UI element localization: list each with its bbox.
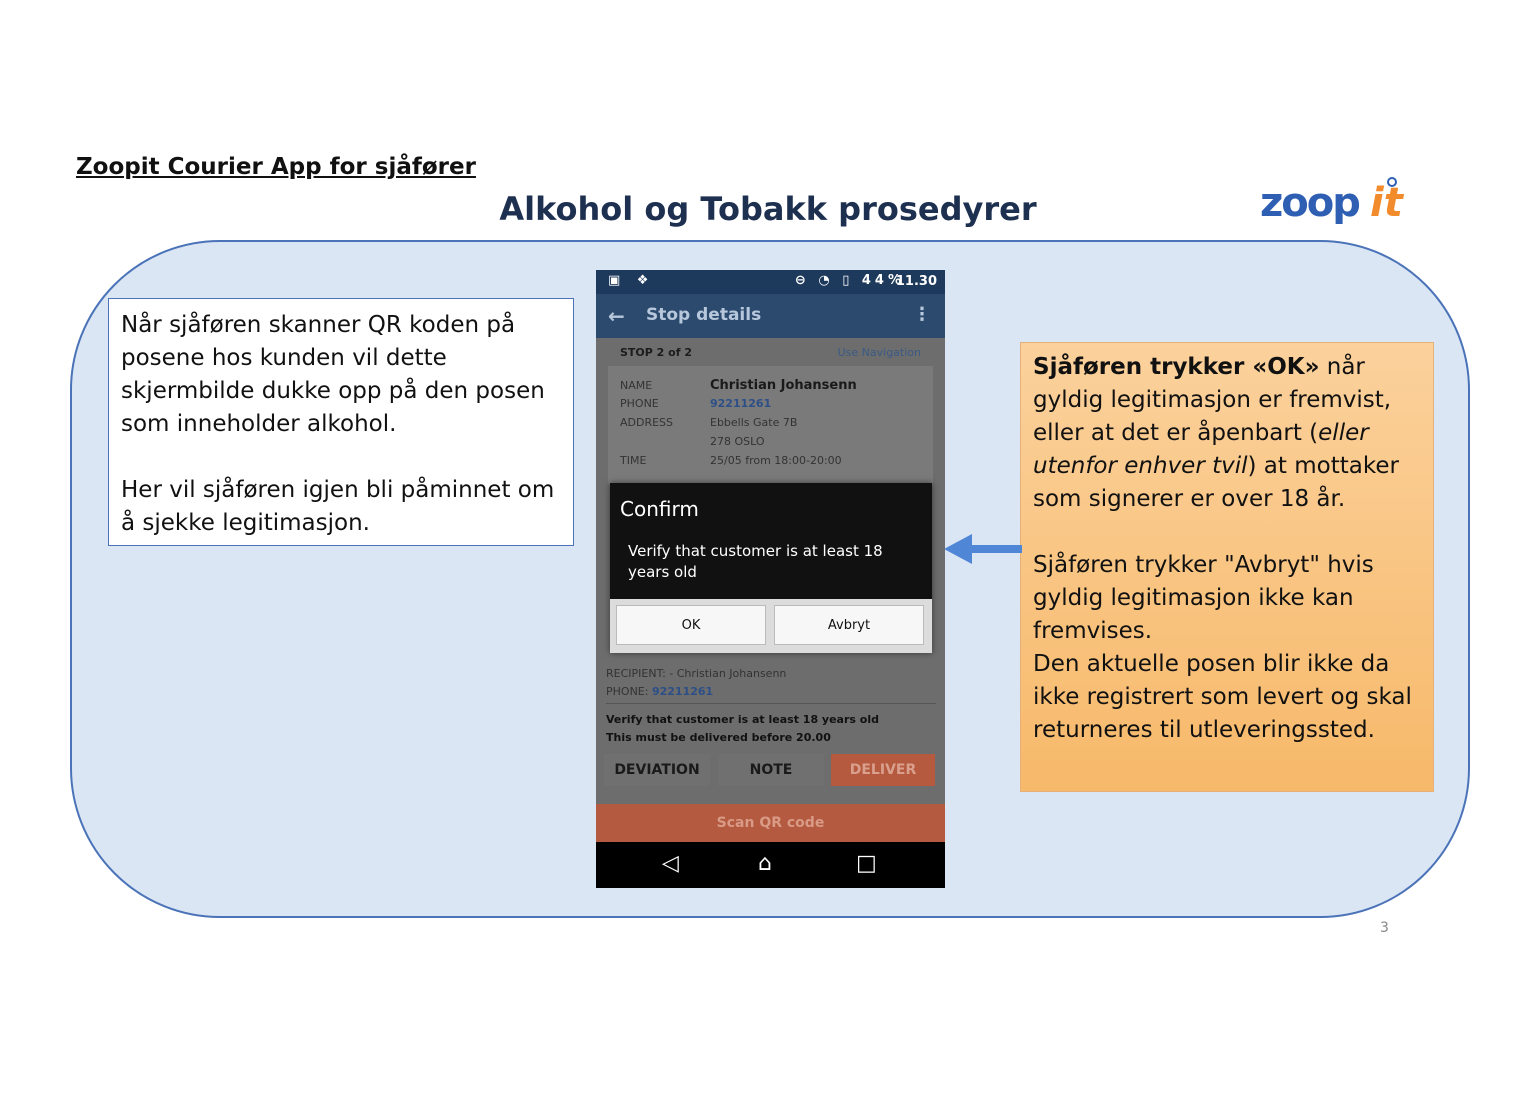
overflow-menu-icon[interactable]: ⋮ bbox=[913, 304, 931, 325]
instruction-box bbox=[1020, 342, 1434, 792]
svg-text:zoop: zoop bbox=[1260, 180, 1359, 224]
status-clock: 11.30 bbox=[895, 274, 937, 289]
scan-qr-button[interactable]: Scan QR code bbox=[596, 804, 945, 842]
instruction-paragraph-2: Sjåføren trykker "Avbryt" hvis gyldig legitimasjon ikke kan fremvises. bbox=[1033, 552, 1374, 644]
phone-label: PHONE bbox=[620, 397, 659, 410]
address-label: ADDRESS bbox=[620, 416, 674, 429]
customer-phone-link[interactable]: 92211261 bbox=[710, 397, 772, 410]
explanation-box bbox=[108, 298, 574, 546]
deliver-before-note: This must be delivered before 20.00 bbox=[606, 731, 831, 744]
document-title: Zoopit Courier App for sjåfører bbox=[76, 154, 476, 180]
note-button[interactable]: NOTE bbox=[718, 754, 824, 786]
dialog-title: Confirm bbox=[620, 497, 699, 521]
dialog-ok-button[interactable]: OK bbox=[616, 605, 766, 645]
action-buttons bbox=[604, 754, 937, 788]
instruction-paragraph-3: Den aktuelle posen blir ikke da ikke registrert som levert og skal returneres til utleveringssted. bbox=[1033, 651, 1412, 743]
dialog-button-row bbox=[610, 599, 932, 653]
instruction-italic: eller utenfor enhver tvil bbox=[1033, 420, 1369, 479]
pointer-arrow-icon bbox=[944, 532, 1024, 566]
instruction-ok-emphasis: Sjåføren trykker «OK» bbox=[1033, 354, 1320, 380]
time-window: 25/05 from 18:00-20:00 bbox=[710, 454, 842, 467]
nav-home-icon[interactable]: ⌂ bbox=[758, 851, 772, 876]
age-verify-note: Verify that customer is at least 18 years old bbox=[606, 713, 879, 726]
instruction-paragraph-1: Sjåføren trykker «OK» når gyldig legitimasjon er fremvist, eller at det er åpenbart (eller utenfor enhver tvil) at mottaker som signerer er over 18 år. bbox=[1033, 354, 1399, 512]
back-arrow-icon[interactable]: ← bbox=[608, 304, 625, 328]
name-label: NAME bbox=[620, 379, 653, 392]
status-bar bbox=[596, 270, 945, 294]
confirm-dialog bbox=[610, 483, 932, 653]
recipient-phone-row: PHONE: 92211261 bbox=[606, 685, 714, 698]
slide-title: Alkohol og Tobakk prosedyrer bbox=[499, 190, 1037, 228]
recipient-line: RECIPIENT: - Christian Johansenn bbox=[606, 667, 787, 680]
svg-text:it: it bbox=[1370, 180, 1403, 224]
customer-name: Christian Johansenn bbox=[710, 378, 857, 393]
deliver-button[interactable]: DELIVER bbox=[831, 754, 935, 786]
dialog-cancel-button[interactable]: Avbryt bbox=[774, 605, 924, 645]
dialog-message: Verify that customer is at least 18 years old bbox=[628, 542, 883, 581]
phone-screenshot bbox=[596, 270, 945, 888]
address-line-1: Ebbells Gate 7B bbox=[710, 416, 798, 429]
app-bar bbox=[596, 294, 945, 338]
zoopit-logo bbox=[1258, 176, 1418, 224]
deviation-button[interactable]: DEVIATION bbox=[604, 754, 710, 786]
stop-counter: STOP 2 of 2 bbox=[620, 346, 692, 359]
divider bbox=[606, 703, 936, 704]
customer-card bbox=[608, 366, 933, 484]
nav-recents-icon[interactable]: □ bbox=[856, 851, 877, 876]
app-bar-title: Stop details bbox=[646, 305, 762, 325]
explanation-paragraph-1: Når sjåføren skanner QR koden på posene hos kunden vil dette skjermbilde dukke opp på den posen som inneholder alkohol. bbox=[121, 312, 545, 437]
android-nav-bar bbox=[596, 842, 945, 888]
recipient-phone-link[interactable]: 92211261 bbox=[651, 685, 714, 698]
system-icons: ⊖ ◔ ▯ 44% bbox=[794, 273, 905, 288]
nav-back-icon[interactable]: ◁ bbox=[662, 851, 679, 876]
use-navigation-link[interactable]: Use Navigation bbox=[837, 346, 921, 359]
address-line-2: 278 OSLO bbox=[710, 435, 765, 448]
time-label: TIME bbox=[620, 454, 647, 467]
notification-icons: ▣ ❖ bbox=[608, 273, 655, 288]
battery-percent: 44% bbox=[861, 273, 905, 288]
page-number: 3 bbox=[1380, 920, 1389, 936]
explanation-paragraph-2: Her vil sjåføren igjen bli påminnet om å sjekke legitimasjon. bbox=[121, 477, 555, 536]
